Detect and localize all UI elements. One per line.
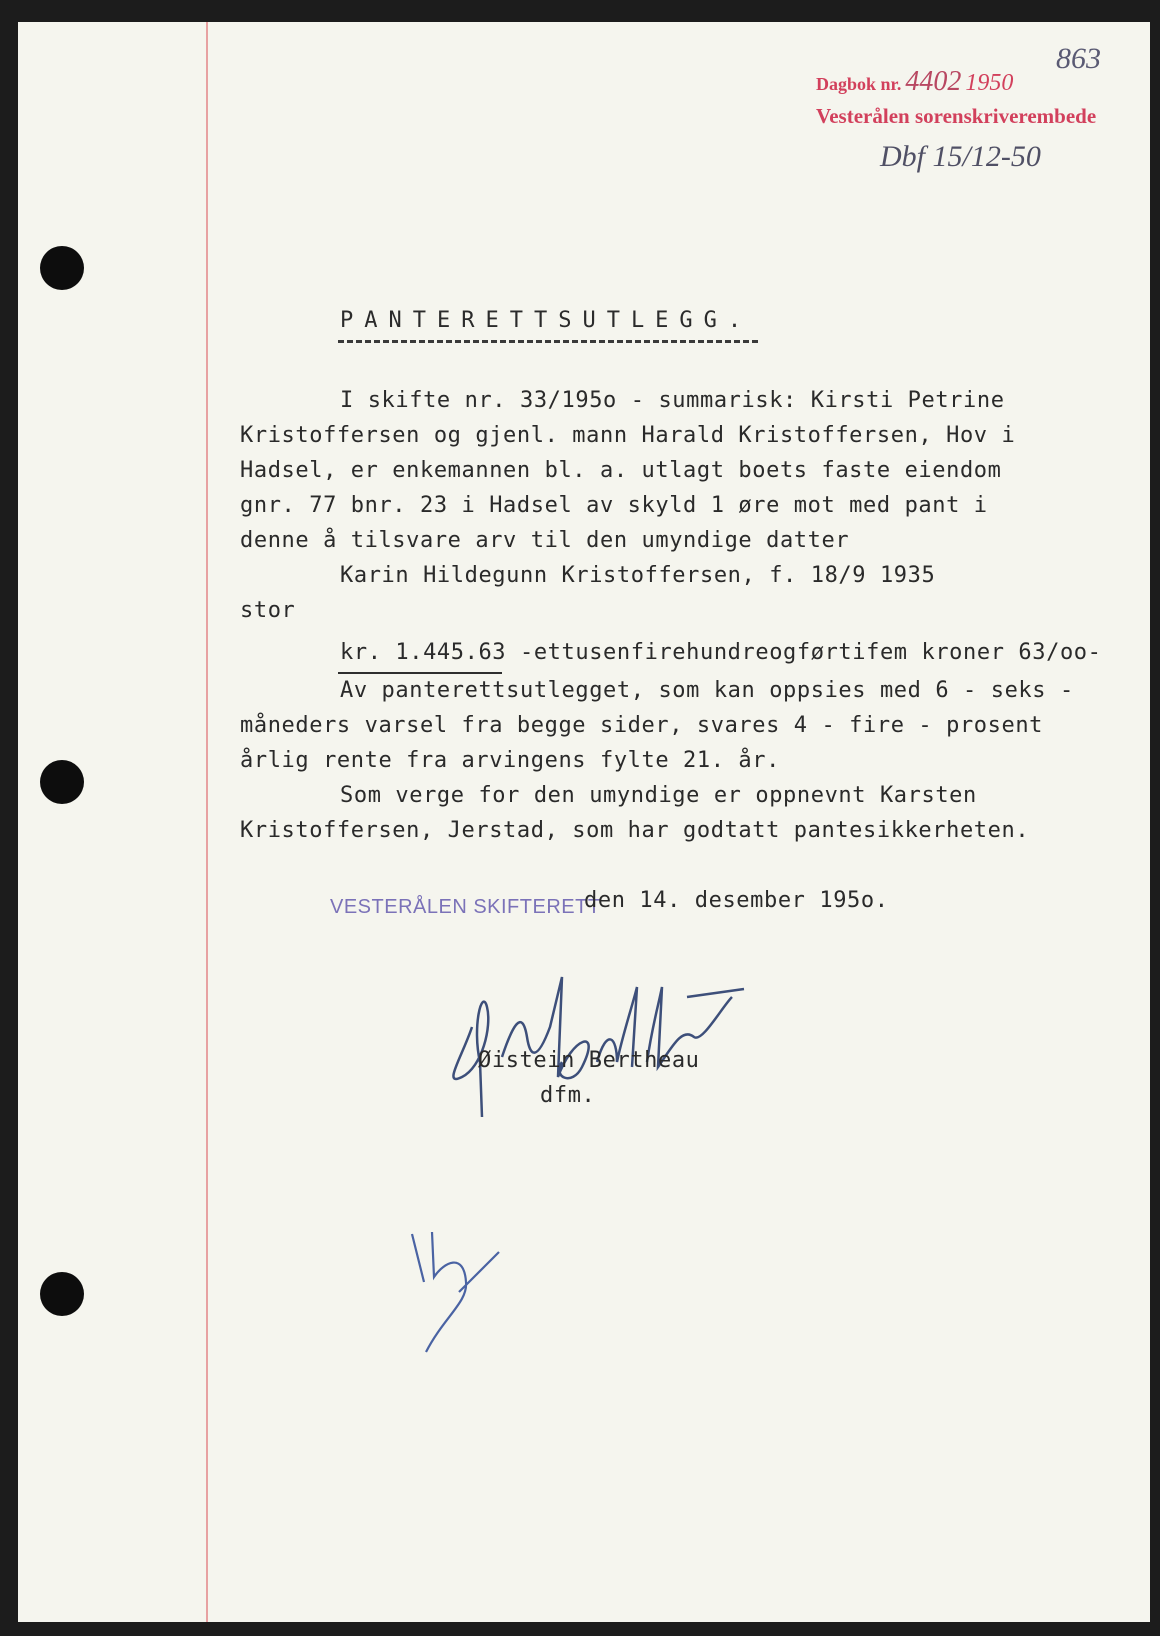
document-title: PANTERETTSUTLEGG. (340, 308, 753, 333)
date-line: den 14. desember 195o. (584, 888, 889, 913)
body-line: Kristoffersen og gjenl. mann Harald Kristoffersen, Hov i (240, 423, 1016, 448)
body-line: Karin Hildegunn Kristoffersen, f. 18/9 1935 (340, 563, 936, 588)
body-line: I skifte nr. 33/195o - summarisk: Kirsti Petrine (340, 388, 1005, 413)
punch-hole-bottom (40, 1272, 84, 1316)
punch-hole-top (40, 246, 84, 290)
amount-underline (338, 672, 502, 674)
dagbok-year: 1950 (965, 70, 1014, 96)
margin-line (206, 22, 208, 1622)
body-line: årlig rente fra arvingens fylte 21. år. (240, 748, 780, 773)
body-line: Som verge for den umyndige er oppnevnt Karsten (340, 783, 977, 808)
handwritten-initials (404, 1222, 514, 1362)
body-line: Hadsel, er enkemannen bl. a. utlagt boets faste eiendom (240, 458, 1002, 483)
signatory-title: dfm. (540, 1083, 596, 1108)
punch-hole-middle (40, 760, 84, 804)
dagbok-label: Dagbok nr. (816, 74, 902, 94)
dagbok-number: 4402 (905, 66, 962, 97)
court-stamp: VESTERÅLEN SKIFTERETT (330, 896, 601, 918)
office-stamp: Vesterålen sorenskriverembede (816, 104, 1097, 128)
body-line: Kristoffersen, Jerstad, som har godtatt pantesikkerheten. (240, 818, 1030, 843)
body-line: denne å tilsvare arv til den umyndige datter (240, 528, 850, 553)
signatory-name: Øistein Bertheau (478, 1048, 700, 1073)
amount-line: kr. 1.445.63 -ettusenfirehundreogførtifem kroner 63/oo- (340, 640, 1102, 665)
title-underline (338, 340, 758, 343)
body-line: måneders varsel fra begge sider, svares 4 - fire - prosent (240, 713, 1044, 738)
document-page (18, 22, 1150, 1622)
handwritten-date: Dbf 15/12-50 (880, 140, 1041, 173)
page-number: 863 (1056, 42, 1101, 75)
body-line: gnr. 77 bnr. 23 i Hadsel av skyld 1 øre mot med pant i (240, 493, 988, 518)
body-line: Av panterettsutlegget, som kan oppsies med 6 - seks - (340, 678, 1074, 703)
body-line: stor (240, 598, 296, 623)
